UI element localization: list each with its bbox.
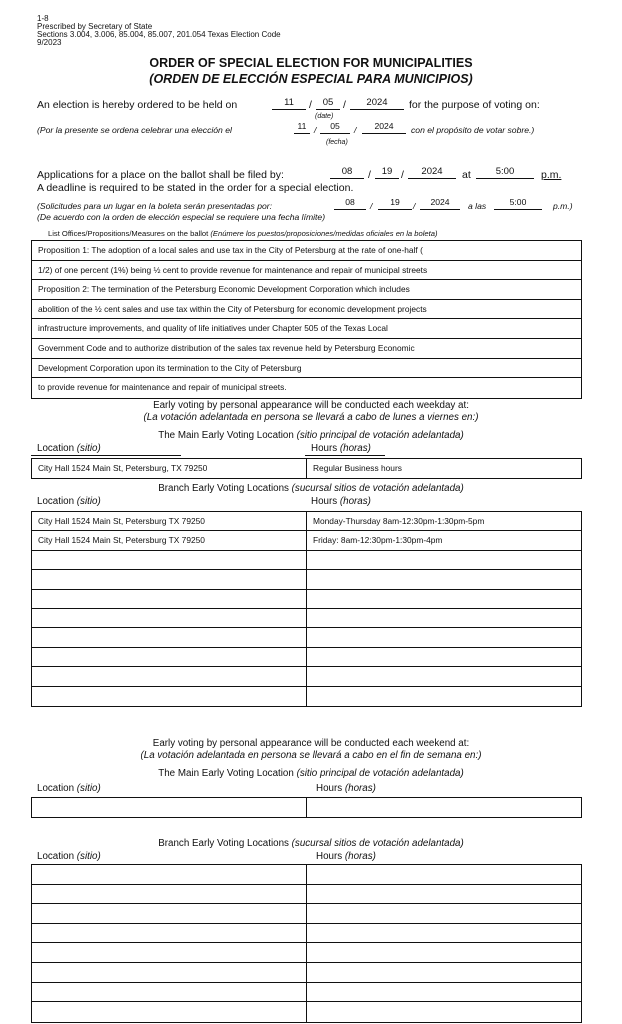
table-row — [32, 648, 581, 667]
hours-label: Hours — [316, 783, 343, 794]
ballot-row[interactable]: to provide revenue for maintenance and repair of municipal streets. — [38, 382, 287, 393]
filing-year[interactable]: 2024 — [408, 166, 456, 179]
weekend-main-location-table — [31, 797, 582, 818]
location-underline — [31, 455, 181, 456]
hours-label: Hours — [316, 851, 343, 862]
table-row — [32, 983, 581, 1003]
ballot-row[interactable]: infrastructure improvements, and quality of life initiatives under Chapter 505 of the Texas Local — [32, 319, 581, 339]
election-year[interactable]: 2024 — [350, 97, 404, 110]
branch-location-cell[interactable]: City Hall 1524 Main St, Petersburg TX 79250 — [32, 512, 307, 530]
table-row — [32, 1002, 581, 1022]
branch-hours-cell[interactable] — [307, 904, 581, 923]
ballot-row[interactable]: Proposition 2: The termination of the Petersburg Economic Development Corporation which includes — [32, 280, 581, 300]
form-title-spanish: (ORDEN DE ELECCIÓN ESPECIAL PARA MUNICIPIOS) — [149, 72, 473, 86]
branch-hours-cell[interactable] — [307, 590, 581, 608]
branch-hours-cell[interactable] — [307, 963, 581, 982]
date-label: (date) — [315, 113, 334, 120]
branch-title-es: (sucursal sitios de votación adelantada) — [291, 483, 464, 494]
ballot-list-label — [48, 229, 437, 238]
branch-hours-cell[interactable] — [307, 648, 581, 666]
branch-hours-cell[interactable] — [307, 983, 581, 1002]
table-row — [32, 590, 581, 609]
weekday-branch-location-label — [37, 496, 101, 507]
prescribed-by: Prescribed by Secretary of State — [37, 22, 153, 31]
table-row — [32, 667, 581, 686]
fecha-label: (fecha) — [326, 139, 348, 146]
election-line-en: An election is hereby ordered to be held on — [37, 99, 238, 111]
branch-location-cell[interactable]: City Hall 1524 Main St, Petersburg TX 79250 — [32, 531, 307, 549]
weekend-branch-location-label — [37, 851, 101, 862]
weekend-branch-hours-label — [316, 851, 376, 862]
branch-location-cell[interactable] — [32, 609, 307, 627]
filing-time[interactable]: 5:00 — [476, 166, 534, 179]
branch-title-es: (sucursal sitios de votación adelantada) — [291, 838, 464, 849]
election-line-en-post: for the purpose of voting on: — [409, 99, 540, 111]
branch-location-cell[interactable] — [32, 590, 307, 608]
form-revision: 9/2023 — [37, 38, 62, 47]
branch-location-cell[interactable] — [32, 885, 307, 904]
branch-location-cell[interactable] — [32, 865, 307, 884]
date-separator: / — [309, 99, 312, 111]
filing-year-es[interactable]: 2024 — [420, 197, 460, 210]
table-row — [32, 687, 581, 706]
table-row — [32, 924, 581, 944]
table-row — [32, 531, 581, 550]
table-row — [32, 943, 581, 963]
deadline-note: A deadline is required to be stated in the order for a special election. — [37, 182, 354, 194]
weekend-hours-label — [316, 783, 376, 794]
weekday-heading: Early voting by personal appearance will be conducted each weekday at: — [153, 400, 469, 411]
weekday-heading-es: (La votación adelantada en persona se llevará a cabo de lunes a viernes en:) — [143, 412, 479, 423]
branch-hours-cell[interactable]: Monday-Thursday 8am-12:30pm-1:30pm-5pm — [313, 516, 485, 526]
location-label: Location — [37, 496, 75, 507]
election-day[interactable]: 05 — [316, 97, 340, 110]
deadline-note-es: (De acuerdo con la orden de elección especial se requiere una fecha límite) — [37, 212, 326, 222]
location-label: Location — [37, 851, 75, 862]
hours-label-es: (horas) — [339, 496, 371, 507]
filing-month-es[interactable]: 08 — [334, 197, 366, 210]
ballot-row[interactable]: Government Code and to authorize distribution of the sales tax revenue held by Petersburg Economic — [32, 339, 581, 359]
date-separator: / — [314, 125, 317, 135]
election-line-es-post: con el propósito de votar sobre.) — [411, 125, 535, 135]
weekday-main-label — [0, 430, 622, 441]
main-hours-cell[interactable] — [307, 798, 581, 817]
weekday-branch-table — [31, 511, 582, 707]
main-hours-cell[interactable]: Regular Business hours — [313, 463, 402, 473]
form-number: 1-8 — [37, 14, 49, 23]
branch-hours-cell[interactable] — [307, 924, 581, 943]
date-separator: / — [401, 169, 404, 181]
election-day-es[interactable]: 05 — [320, 121, 350, 134]
location-label-es: (sitio) — [76, 496, 101, 507]
branch-hours-cell[interactable] — [307, 885, 581, 904]
branch-location-cell[interactable] — [32, 924, 307, 943]
applications-line-en: Applications for a place on the ballot shall be filed by: — [37, 169, 284, 181]
at-label-es: a las — [468, 201, 487, 211]
table-row — [32, 885, 581, 905]
weekend-heading-es: (La votación adelantada en persona se llevará a cabo en el fin de semana en:) — [140, 750, 482, 761]
hours-label-es: (horas) — [344, 851, 376, 862]
branch-location-cell[interactable] — [32, 687, 307, 706]
table-row — [32, 570, 581, 589]
ballot-row[interactable]: Proposition 1: The adoption of a local sales and use tax in the City of Petersburg at the rate of one-half ( — [32, 241, 581, 261]
branch-location-cell[interactable] — [32, 1002, 307, 1022]
form-title: ORDER OF SPECIAL ELECTION FOR MUNICIPALITIES — [149, 56, 473, 70]
filing-day[interactable]: 19 — [375, 166, 399, 179]
table-row — [32, 459, 581, 478]
hours-label-es: (horas) — [339, 443, 371, 454]
branch-hours-cell[interactable] — [307, 609, 581, 627]
branch-hours-cell[interactable] — [307, 667, 581, 685]
pm-label: p.m. — [541, 169, 562, 181]
ballot-propositions-table — [31, 240, 582, 399]
table-row — [32, 609, 581, 628]
main-location-title: The Main Early Voting Location — [158, 768, 294, 779]
weekend-branch-table — [31, 864, 582, 1023]
table-row — [32, 904, 581, 924]
hours-label-es: (horas) — [344, 783, 376, 794]
weekend-branch-label — [0, 838, 622, 849]
weekday-main-location-table — [31, 458, 582, 479]
date-separator: / — [343, 99, 346, 111]
table-row — [32, 963, 581, 983]
branch-location-cell[interactable] — [32, 648, 307, 666]
weekend-location-label — [37, 783, 101, 794]
at-label: at — [462, 169, 471, 181]
date-separator: / — [354, 125, 357, 135]
branch-location-cell[interactable] — [32, 983, 307, 1002]
branch-hours-cell[interactable] — [307, 687, 581, 706]
branch-hours-cell[interactable] — [307, 865, 581, 884]
ballot-list-label-en: List Offices/Propositions/Measures on the ballot — [48, 229, 209, 238]
table-row — [32, 512, 581, 531]
main-location-cell[interactable] — [32, 798, 307, 817]
ballot-list-label-es: (Enúmere los puestos/proposiciones/medidas oficiales en la boleta) — [210, 229, 438, 238]
location-label-es: (sitio) — [76, 851, 101, 862]
hours-label: Hours — [311, 496, 338, 507]
table-row — [32, 551, 581, 570]
filing-time-es[interactable]: 5:00 — [494, 197, 542, 210]
branch-location-cell[interactable] — [32, 963, 307, 982]
date-separator: / — [413, 201, 416, 211]
statute-sections: Sections 3.004, 3.006, 85.004, 85.007, 201.054 Texas Election Code — [37, 30, 281, 39]
weekday-location-label — [37, 443, 101, 454]
weekday-hours-label — [311, 443, 371, 454]
main-location-title-es: (sitio principal de votación adelantada) — [296, 768, 464, 779]
filing-month[interactable]: 08 — [330, 166, 364, 179]
applications-line-es: (Solicitudes para un lugar en la boleta serán presentadas por: — [37, 201, 273, 211]
branch-location-cell[interactable] — [32, 570, 307, 588]
branch-location-cell[interactable] — [32, 904, 307, 923]
location-label: Location — [37, 443, 75, 454]
weekend-heading: Early voting by personal appearance will be conducted each weekend at: — [152, 738, 470, 749]
weekday-branch-hours-label — [311, 496, 371, 507]
election-month-es[interactable]: 11 — [294, 121, 310, 134]
location-label-es: (sitio) — [76, 443, 101, 454]
branch-location-cell[interactable] — [32, 943, 307, 962]
branch-location-cell[interactable] — [32, 551, 307, 569]
table-row — [32, 798, 581, 817]
branch-hours-cell[interactable] — [307, 1002, 581, 1022]
ballot-row[interactable]: Development Corporation upon its termination to the City of Petersburg — [32, 359, 581, 379]
hours-underline — [305, 455, 385, 456]
election-year-es[interactable]: 2024 — [362, 121, 406, 134]
weekend-main-label — [0, 768, 622, 779]
branch-location-cell[interactable] — [32, 628, 307, 646]
weekday-branch-label — [0, 483, 622, 494]
location-label: Location — [37, 783, 75, 794]
election-line-es: (Por la presente se ordena celebrar una elección el — [37, 125, 232, 135]
branch-title: Branch Early Voting Locations — [158, 838, 289, 849]
main-location-title: The Main Early Voting Location — [158, 430, 294, 441]
location-label-es: (sitio) — [76, 783, 101, 794]
branch-hours-cell[interactable] — [307, 551, 581, 569]
branch-hours-cell[interactable] — [307, 943, 581, 962]
branch-hours-cell[interactable]: Friday: 8am-12:30pm-1:30pm-4pm — [313, 535, 443, 546]
pm-label-es: p.m.) — [553, 201, 573, 211]
election-month[interactable]: 11 — [272, 97, 306, 110]
branch-hours-cell[interactable] — [307, 570, 581, 588]
main-location-cell[interactable]: City Hall 1524 Main St, Petersburg, TX 79250 — [32, 459, 307, 478]
branch-location-cell[interactable] — [32, 667, 307, 685]
date-separator: / — [368, 169, 371, 181]
branch-title: Branch Early Voting Locations — [158, 483, 289, 494]
table-row — [32, 865, 581, 885]
table-row — [32, 628, 581, 647]
ballot-row[interactable]: 1/2) of one percent (1%) being ½ cent to provide revenue for maintenance and repair of municipal streets — [32, 261, 581, 281]
branch-hours-cell[interactable] — [307, 628, 581, 646]
hours-label: Hours — [311, 443, 338, 454]
date-separator: / — [370, 201, 373, 211]
main-location-title-es: (sitio principal de votación adelantada) — [296, 430, 464, 441]
ballot-row[interactable]: abolition of the ½ cent sales and use tax within the City of Petersburg for economic development projects — [32, 300, 581, 320]
filing-day-es[interactable]: 19 — [378, 197, 412, 210]
